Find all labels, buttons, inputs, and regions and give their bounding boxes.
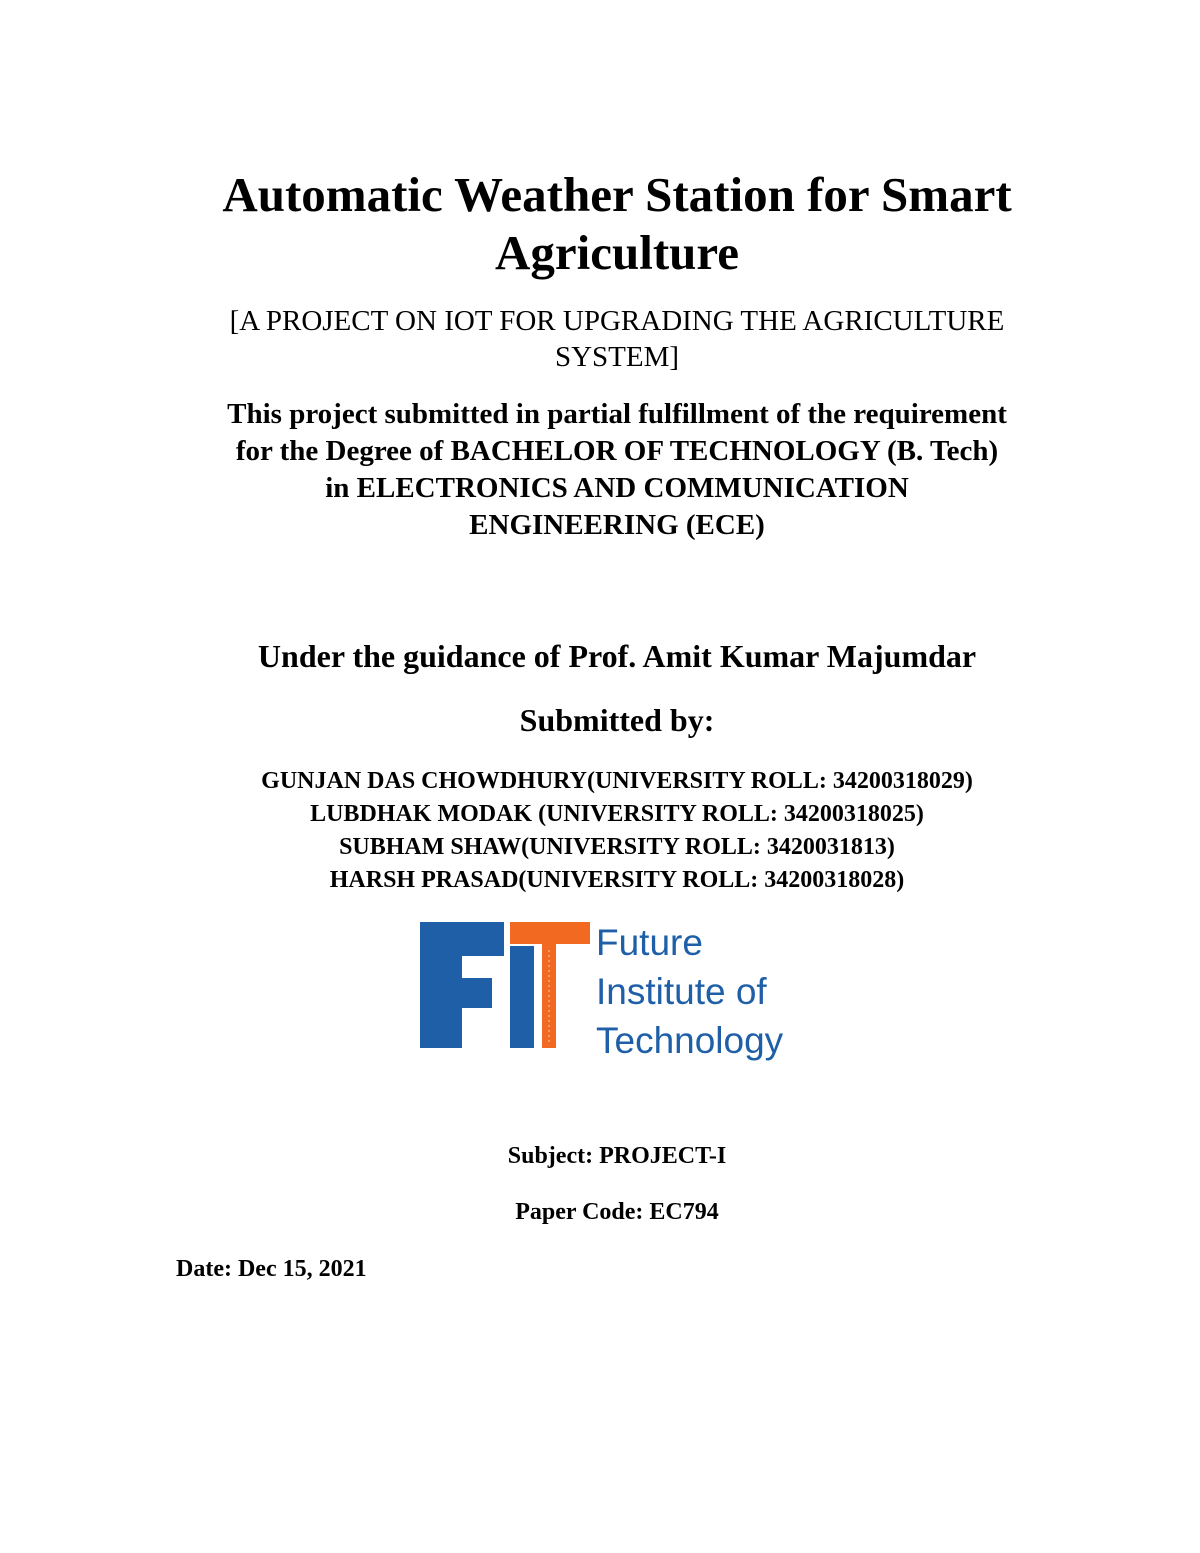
document-title	[0, 166, 1200, 282]
logo-name-line-2: Institute of	[596, 971, 767, 1012]
degree-line-4: ENGINEERING (ECE)	[469, 509, 765, 541]
subject-line: Subject: PROJECT-I	[507, 1143, 727, 1169]
title-line-1: Automatic Weather Station for Smart	[222, 167, 1012, 222]
logo-name-line-3: Technology	[596, 1020, 784, 1061]
logo-f-top-bar	[420, 922, 504, 956]
logo-f-mid-bar	[420, 978, 492, 1008]
degree-line-3: in ELECTRONICS AND COMMUNICATION	[325, 472, 909, 504]
student-entry: SUBHAM SHAW(UNIVERSITY ROLL: 3420031813)	[339, 834, 895, 860]
date-line: Date: Dec 15, 2021	[176, 1256, 367, 1282]
fit-logo-mark	[418, 918, 593, 1053]
document-subtitle	[0, 303, 1200, 375]
student-entry: GUNJAN DAS CHOWDHURY(UNIVERSITY ROLL: 34200318029)	[261, 768, 973, 794]
subtitle-line-2: SYSTEM]	[554, 341, 680, 373]
degree-line-1: This project submitted in partial fulfillment of the requirement	[227, 398, 1007, 430]
institute-logo	[418, 918, 818, 1061]
logo-i-stem	[510, 946, 534, 1048]
subtitle-line-1: [A PROJECT ON IOT FOR UPGRADING THE AGRICULTURE	[229, 305, 1005, 337]
logo-name-line-1: Future	[596, 922, 703, 963]
student-entry: LUBDHAK MODAK (UNIVERSITY ROLL: 34200318025)	[310, 801, 924, 827]
paper-code-line: Paper Code: EC794	[515, 1199, 719, 1225]
student-entry: HARSH PRASAD(UNIVERSITY ROLL: 34200318028)	[329, 867, 905, 893]
degree-statement	[0, 396, 1200, 544]
logo-text	[596, 918, 783, 1065]
title-line-2: Agriculture	[494, 225, 740, 280]
degree-line-2: for the Degree of BACHELOR OF TECHNOLOGY (B. Tech)	[235, 435, 999, 467]
guidance-line: Under the guidance of Prof. Amit Kumar Majumdar	[257, 638, 977, 674]
student-list	[0, 765, 1200, 897]
submitted-by-heading: Submitted by:	[519, 702, 715, 738]
